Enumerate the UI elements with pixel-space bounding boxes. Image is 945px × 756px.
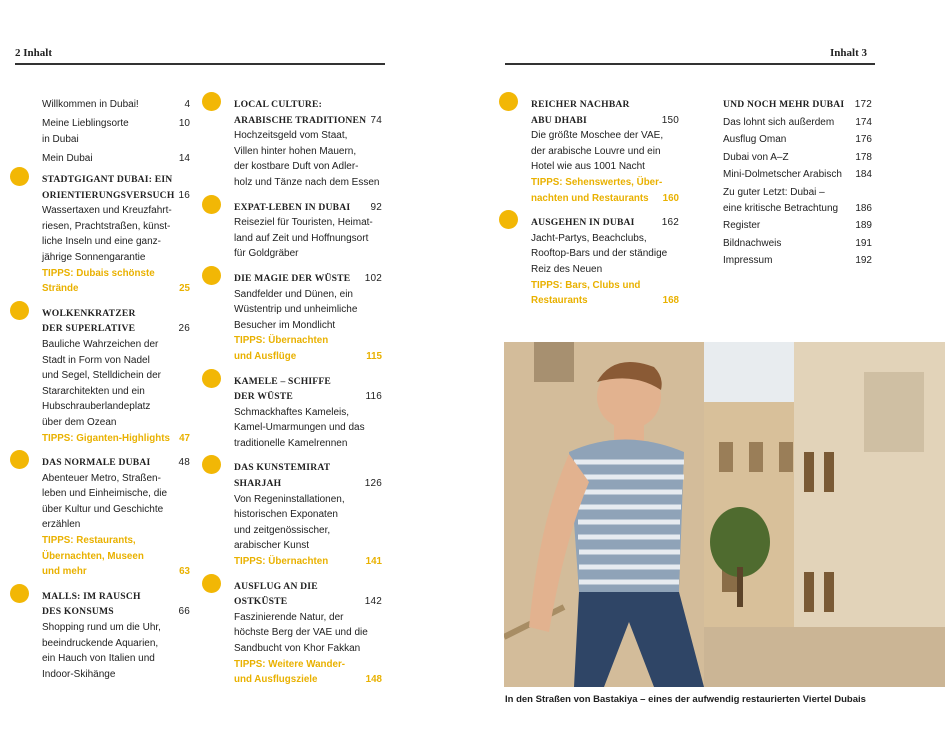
toc-entry-description: Die größte Moschee der VAE, [531,130,664,142]
toc-simple-line [42,97,190,113]
toc-entry-description: Faszinierende Natur, der [234,611,344,623]
section-marker-icon [202,195,221,214]
toc-entry[interactable] [234,460,382,569]
toc-entry-description: Von Regeninstallationen, [234,493,345,505]
toc-entry-description: riesen, Prachtstraßen, künst- [42,220,171,232]
toc-entry-description: jährige Sonnengarantie [42,251,146,263]
toc-entry-title [234,579,382,595]
toc-page-number: 189 [855,220,872,232]
toc-simple-line [723,115,872,131]
toc-entry-title [42,604,190,620]
toc-simple-line [723,201,872,217]
toc-tips-text: und Ausflüge [234,350,297,362]
toc-simple-label: Zu guter Letzt: Dubai – [723,186,825,198]
toc-entry[interactable] [42,589,190,683]
section-marker-icon [202,455,221,474]
toc-entry-description: holz und Tänze nach dem Essen [234,176,380,188]
toc-entry-description: land auf Zeit und Hoffnungsort [234,232,369,244]
toc-entry-title-text: AUSFLUG AN DIE [234,580,318,592]
toc-page-number: 14 [178,153,190,164]
toc-entry-title [42,321,190,337]
toc-simple-label: Das lohnt sich außerdem [723,116,835,128]
toc-simple-label: Willkommen in Dubai! [42,99,139,110]
toc-tips-line[interactable] [42,431,190,447]
toc-tips-text: TIPPS: Weitere Wander- [234,658,346,670]
toc-tips-page: 148 [365,674,382,686]
toc-entry-title [234,97,382,113]
toc-entry-description: Jacht-Partys, Beachclubs, [531,232,647,244]
toc-entry-description: historischen Exponaten [234,509,338,521]
toc-entry-title-text: MALLS: IM RAUSCH [42,590,141,602]
toc-simple-label: eine kritische Betrachtung [723,202,839,214]
toc-tips-line[interactable] [234,333,382,349]
header-rule-left [15,63,385,65]
toc-entry-description: beeindruckende Aquarien, [42,637,159,649]
section-marker-icon [10,301,29,320]
toc-entry-title-text: KAMELE – SCHIFFE [234,375,332,387]
toc-page-number: 48 [178,457,190,469]
toc-simple-label: in Dubai [42,134,79,145]
toc-tips-text: TIPPS: Übernachten [234,335,329,347]
toc-entry-description: über Kultur und Geschichte [42,503,164,515]
page-header-left: 2 Inhalt [15,47,52,59]
toc-tips-page: 115 [366,350,382,362]
window [534,342,574,382]
toc-simple-label: Ausflug Oman [723,134,787,146]
toc-simple-line [723,150,872,166]
toc-entry[interactable] [42,306,190,446]
toc-entry-description: Reiseziel für Touristen, Heimat- [234,217,373,229]
toc-simple-item[interactable] [723,132,872,148]
page-header-right: Inhalt 3 [830,47,867,59]
toc-entry-description: Rooftop-Bars und der ständige [531,248,668,260]
toc-tips-text: TIPPS: Giganten-Highlights [42,432,170,444]
toc-entry-description: Bauliche Wahrzeichen der [42,338,159,350]
toc-tips-line[interactable] [42,549,190,565]
toc-entry-description: ein Hauch von Italien und [42,653,155,665]
photo-illustration [504,342,945,687]
toc-entry-title-text: DIE MAGIE DER WÜSTE [234,272,351,284]
toc-entry[interactable] [234,374,382,452]
toc-entry-title [531,113,679,129]
toc-simple-line [42,116,190,132]
toc-entry-description: Sandfelder und Dünen, ein [234,288,353,300]
section-marker-icon [202,369,221,388]
toc-simple-line [723,132,872,148]
toc-page-number: 74 [370,114,382,126]
toc-simple-label: Impressum [723,255,773,267]
toc-entry-description: der arabische Louvre und ein [531,145,661,157]
toc-entry-description: Stararchitekten und ein [42,385,145,397]
toc-entry[interactable] [234,579,382,688]
toc-tips-line[interactable] [42,533,190,549]
toc-simple-item[interactable] [723,115,872,131]
toc-entry-description: der kostbare Duft von Adler- [234,161,359,173]
toc-tips-line[interactable] [42,564,190,580]
toc-entry-title [42,589,190,605]
toc-entry-description: erzählen [42,519,81,531]
toc-tips-line[interactable] [234,672,382,688]
toc-page-number: 186 [855,202,872,214]
toc-entry[interactable] [42,172,190,297]
toc-simple-item[interactable] [42,116,190,148]
toc-simple-item[interactable] [723,185,872,217]
toc-tips-line[interactable] [531,278,679,294]
section-marker-icon [499,210,518,229]
toc-tips-text: TIPPS: Restaurants, [42,535,136,547]
toc-entry-title-text: ORIENTIERUNGSVERSUCH [42,189,175,201]
toc-entry-title [234,374,382,390]
toc-page-number: 92 [370,201,382,213]
toc-tips-text: und Ausflugsziele [234,674,318,686]
header-rule-right [505,63,875,65]
bastakiya-photo [504,342,945,687]
toc-simple-line [723,253,872,269]
toc-entry-title-text: ARABISCHE TRADITIONEN [234,114,367,126]
toc-tips-text: und mehr [42,566,87,578]
toc-column-2 [234,97,382,697]
toc-entry-description: Hochzeitsgeld vom Staat, [234,130,348,142]
toc-page-number: 176 [855,134,872,146]
toc-entry-title-text: STADTGIGANT DUBAI: EIN [42,174,173,185]
toc-tips-text: nachten und Restaurants [531,192,649,204]
toc-tips-page: 47 [179,432,190,444]
toc-simple-line [42,151,190,167]
toc-entry-title-text: ABU DHABI [531,114,587,126]
toc-entry-title-text: DAS KUNSTEMIRAT [234,462,331,474]
toc-page-number: 102 [364,272,382,284]
toc-page-number: 162 [661,217,679,229]
toc-page-number: 116 [365,391,382,403]
toc-entry-title [234,594,382,610]
photo-caption: In den Straßen von Bastakiya – eines der aufwendig restaurierten Viertel Dubais [505,694,866,705]
toc-page-number: 150 [661,114,679,126]
toc-entry-title-text: DAS NORMALE DUBAI [42,457,151,469]
toc-simple-item[interactable] [723,150,872,166]
tree [710,507,770,577]
toc-entry-description: Hubschrauberlandeplatz [42,401,151,413]
toc-entry-title [42,188,190,204]
toc-tips-text: Restaurants [531,295,588,307]
toc-entry-title-text: REICHER NACHBAR [531,99,630,110]
toc-entry-title [234,476,382,492]
toc-tips-text: Übernachten, Museen [42,550,144,562]
toc-simple-line [42,132,190,148]
toc-entry-description: höchste Berg der VAE und die [234,627,368,639]
toc-simple-item[interactable] [723,253,872,269]
toc-entry-title-text: WOLKENKRATZER [42,307,136,319]
toc-entry-title [42,306,190,322]
toc-entry-title [234,200,382,216]
toc-entry-description: Besucher im Mondlicht [234,319,336,331]
section-marker-icon [499,92,518,111]
toc-entry-title-text: EXPAT-LEBEN IN DUBAI [234,201,351,213]
toc-tips-page: 63 [179,566,190,578]
section-marker-icon [202,266,221,285]
toc-entry-description: und zeitgenössischer, [234,524,331,536]
toc-entry-description: für Goldgräber [234,248,299,260]
toc-page-number: 142 [364,596,382,608]
toc-tips-line[interactable] [42,281,190,297]
toc-entry-title [42,455,190,471]
toc-entry-title-text: AUSGEHEN IN DUBAI [531,217,635,229]
toc-entry[interactable] [234,200,382,262]
toc-entry-title [531,215,679,231]
toc-tips-text: TIPPS: Sehenswertes, Über- [531,176,663,188]
toc-simple-item[interactable] [723,236,872,252]
toc-entry-description: und Segel, Stelldichein der [42,370,161,382]
section-marker-icon [202,574,221,593]
toc-entry-description: Wassertaxen und Kreuzfahrt- [42,205,172,217]
toc-entry-title-text: SHARJAH [234,478,282,490]
toc-tips-line[interactable] [234,657,382,673]
toc-column-1 [42,97,190,691]
toc-entry-description: Stadt in Form von Nadel [42,354,150,366]
toc-page-number: 178 [855,151,872,163]
toc-entry-description: Indoor-Skihänge [42,668,116,680]
toc-tips-page: 168 [662,295,679,307]
toc-entry-description: Reiz des Neuen [531,263,603,275]
toc-tips-text: Strände [42,283,79,295]
toc-entry-description: traditionelle Kamelrennen [234,437,348,449]
toc-tips-page: 25 [179,283,190,295]
ground [704,627,945,687]
toc-entry-description: Sandbucht von Khor Fakkan [234,643,361,654]
toc-entry-title [234,113,382,129]
toc-tips-text: TIPPS: Übernachten [234,556,329,568]
toc-entry-description: über dem Ozean [42,416,117,428]
toc-entry-description: Wüstentrip und unheimliche [234,304,358,316]
toc-entry-title-text: DER SUPERLATIVE [42,323,136,335]
toc-page-number: 191 [855,237,872,249]
toc-simple-line [723,185,872,201]
toc-page-number: 192 [855,255,872,267]
toc-page-number: 126 [364,478,382,490]
toc-page-number: 174 [855,116,872,128]
toc-simple-label: Mini-Dolmetscher Arabisch [723,169,842,181]
toc-entry-description: Hotel wie aus 1001 Nacht [531,161,645,173]
toc-entry-title-text: DES KONSUMS [42,606,114,618]
toc-column-4 [723,97,872,271]
toc-tips-line[interactable] [234,554,382,570]
toc-column-3 [531,97,679,318]
toc-tips-page: 160 [662,192,679,204]
toc-tips-line[interactable] [531,175,679,191]
toc-entry-title[interactable]: UND NOCH MEHR DUBAI 172 [723,99,872,110]
toc-page-number: 16 [178,189,190,201]
toc-page-number: 184 [855,169,872,181]
toc-entry-description: Kamel-Umarmungen und das [234,422,365,434]
toc-entry-description: arabischer Kunst [234,540,310,552]
toc-entry[interactable] [531,97,679,206]
toc-tips-line[interactable] [531,293,679,309]
toc-simple-item[interactable] [723,167,872,183]
toc-tips-line[interactable] [42,266,190,282]
toc-entry-title [234,460,382,476]
toc-simple-label: Register [723,220,761,232]
toc-tips-line[interactable] [234,349,382,365]
toc-entry-title-text: LOCAL CULTURE: [234,99,323,110]
toc-tips-text: TIPPS: Dubais schönste [42,267,155,279]
toc-entry[interactable] [234,271,382,365]
toc-entry-title [42,172,190,188]
toc-tips-line[interactable] [531,191,679,207]
section-marker-icon [10,167,29,186]
toc-simple-item[interactable] [42,151,190,167]
toc-entry-description: liche Inseln und eine ganz- [42,236,161,248]
toc-simple-item[interactable] [723,218,872,234]
toc-simple-label: Dubai von A–Z [723,151,789,163]
toc-entry-title [234,271,382,287]
toc-simple-line [723,236,872,252]
toc-tips-text: TIPPS: Bars, Clubs und [531,279,641,291]
toc-entry-title-text: OSTKÜSTE [234,596,288,608]
toc-tips-page: 141 [365,556,382,568]
toc-entry-description: Shopping rund um die Uhr, [42,622,161,634]
toc-entry-description: Abenteuer Metro, Straßen- [42,472,161,484]
toc-entry[interactable] [234,97,382,191]
section-marker-icon [202,92,221,111]
toc-entry-description: Villen hinter hohen Mauern, [234,145,357,157]
toc-simple-label: Bildnachweis [723,237,782,249]
toc-page-number: 66 [178,606,190,618]
toc-page-number: 10 [178,118,190,129]
toc-entry-title [531,97,679,113]
toc-simple-line [723,218,872,234]
toc-entry-title-text: DER WÜSTE [234,391,293,403]
toc-simple-label: Meine Lieblingsorte [42,118,129,129]
toc-simple-line [723,167,872,183]
toc-entry-description: leben und Einheimische, die [42,488,168,500]
section-marker-icon [10,584,29,603]
toc-simple-item[interactable] [42,97,190,113]
toc-entry[interactable] [531,215,679,309]
toc-entry-title [234,389,382,405]
toc-page-number: 26 [178,323,190,335]
section-marker-icon [10,450,29,469]
toc-simple-label: Mein Dubai [42,153,93,164]
toc-entry[interactable] [42,455,190,580]
toc-page-number: 4 [184,99,190,110]
toc-entry-description: Schmackhaftes Kameleis, [234,406,350,418]
